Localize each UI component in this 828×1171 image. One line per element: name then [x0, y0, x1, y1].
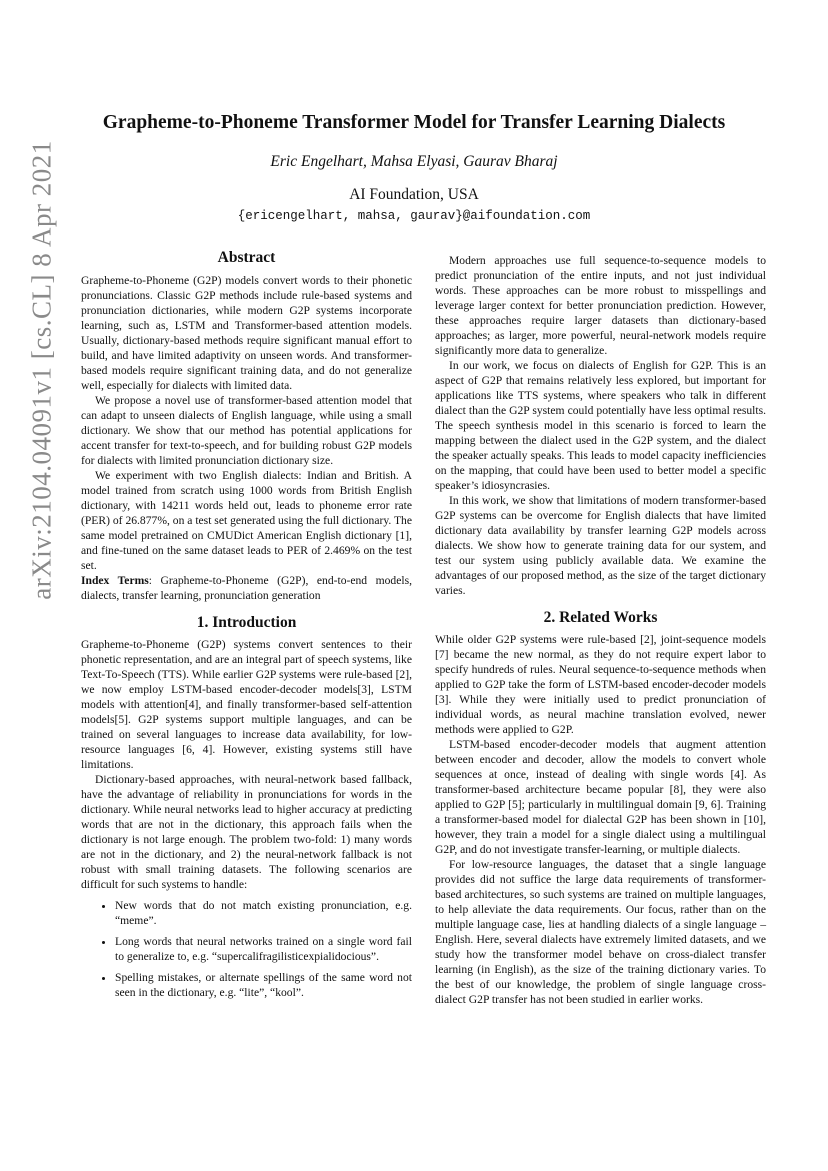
arxiv-side-stamp[interactable]: arXiv:2104.04091v1 [cs.CL] 8 Apr 2021	[26, 140, 57, 600]
index-terms	[81, 573, 412, 603]
affiliation: AI Foundation, USA	[349, 186, 479, 203]
list-item: • New words that do not match existing pronunciation, e.g. “meme”.	[115, 898, 412, 928]
related-works-paragraph-1: While older G2P systems were rule-based [2], joint-sequence models [7] became the new normal, as they do not require expert labor to specify hundreds of rules. Neural sequence-to-sequence methods when applied to G2P take the form of LSTM-based encoder-decoder models [3]. While they were initially used to predict pronunciation of individual words, as neural machine translation evolved, newer methods were applied to G2P.	[435, 633, 766, 736]
abstract-paragraph-1: Grapheme-to-Phoneme (G2P) models convert words to their phonetic pronunciations. Classic G2P methods include rule-based systems and pronunciation dictionaries, while modern G2P systems incorporate learning, such as, LSTM and Transformer-based attention models. Usually, dictionary-based methods require significant manual effort to build, and have limited adaptivity on unseen words. And transformer-based models require significant training data, and do not generalize well, especially for dialects with limited data.	[81, 274, 412, 392]
abstract-paragraph-2: We propose a novel use of transformer-based attention model that can adapt to unseen dialects of English language, while using a small dictionary. We show that our method has potential applications for accent transfer for text-to-speech, and for building robust G2P models for dialects with limited pronunciation dictionary size.	[81, 394, 412, 467]
index-terms-label: Index Terms	[81, 574, 149, 587]
related-works-paragraph-3: For low-resource languages, the dataset that a single language provides did not suffice the large data requirements of transformer-based architectures, so such systems are trained on multiple languages, to help alleviate the data requirements. Our focus, rather than on the multiple language case, lies at handling dialects of a single language – English. Here, several dialects have extremely limited datasets, and we study how the transformer model behave on cross-dialect transfer learning (in English), as the size of the training dictionary varies. To the best of our knowledge, the problem of single language cross-dialect G2P transfer has not been studied in earlier works.	[435, 858, 766, 1006]
scenario-list	[81, 898, 412, 1000]
abstract-paragraph-3: We experiment with two English dialects: Indian and British. A model trained from scratch using 1000 words from British English dictionary, with 14211 words held out, leads to phoneme error rate (PER) of 26.877%, on a test set generated using the full dictionary. The same model pretrained on CMUDict American English dictionary [1], and fine-tuned on the same dataset leads to PER of 2.469% on the test set.	[81, 469, 412, 572]
abstract-heading: Abstract	[217, 249, 276, 266]
list-item: • Spelling mistakes, or alternate spellings of the same word not seen in the dictionary, e.g. “lite”, “kool”.	[115, 970, 412, 1000]
introduction-paragraph-1: Grapheme-to-Phoneme (G2P) systems convert sentences to their phonetic representation, and are an integral part of speech systems, like Text-To-Speech (TTS). While earlier G2P systems were rule-based [2], we now employ LSTM-based encoder-decoder models[3], LSTM models with attention[4], and finally transformer-based self-attention models[5]. G2P systems support multiple languages, and can be trained on several languages to increase data availability, for low-resource languages [6, 4]. However, existing systems still have limitations.	[81, 638, 412, 771]
intro-continued-paragraph-1: Modern approaches use full sequence-to-sequence models to predict pronunciation of the entire inputs, and not just individual words. These approaches can be more robust to misspellings and leverage larger context for better pronunciation prediction. However, these approaches require larger datasets than dictionary-based approaches; as larger, more powerful, neural-network models require significantly more data to generalize.	[435, 254, 766, 357]
related-works-heading: 2. Related Works	[543, 609, 658, 626]
introduction-paragraph-2: Dictionary-based approaches, with neural-network based fallback, have the advantage of reliability in pronunciations for words in the dictionary. While neural networks lead to higher accuracy at predicting words that are not in the dictionary, this approach fails when the dictionary is not large enough. The problem two-fold: 1) many words are not in the dictionary, and 2) the neural-network fallback is not robust with small training datasets. The following scenarios are difficult for such systems to handle:	[81, 773, 412, 891]
right-column	[435, 253, 766, 1007]
paper-title: Grapheme-to-Phoneme Transformer Model for Transfer Learning Dialects	[102, 112, 726, 133]
related-works-paragraph-2: LSTM-based encoder-decoder models that augment attention between encoder and decoder, allow the models to convert whole sequences at once, instead of dealing with single words [4]. As transformer-based architecture became popular [8], they were also applied to G2P [5]; particularly in multilingual domain [9, 6]. Training a transformer-based model for dialectal G2P has been shown in [10], however, they train a model for a single dialect using a multilingual G2P, and do not investigate transfer-learning, or multiple dialects.	[435, 738, 766, 856]
author-emails[interactable]: {ericengelhart, mahsa, gaurav}@aifoundation.com	[237, 209, 591, 223]
list-item: • Long words that neural networks trained on a single word fail to generalize to, e.g. “supercalifragilisticexpialidocious”.	[115, 934, 412, 964]
index-terms-text: : Grapheme-to-Phoneme (G2P), end-to-end models, dialects, transfer learning, pronunciation generation	[81, 574, 412, 602]
left-column	[81, 250, 412, 1006]
author-list: Eric Engelhart, Mahsa Elyasi, Gaurav Bharaj	[270, 153, 558, 170]
introduction-heading: 1. Introduction	[196, 614, 297, 631]
intro-continued-paragraph-2: In our work, we focus on dialects of English for G2P. This is an aspect of G2P that remains relatively less explored, but important for applications like TTS systems, where speakers who talk in different dialect than the G2P system could potentially have less optimal results. The speech synthesis model in this scenario is forced to learn the mapping between the dialect used in the G2P system, and the dialect the speaker actually speaks. This leads to model capacity inefficiencies on the mapping, that could have been used to better model a specific speaker’s idiosyncrasies.	[435, 359, 766, 492]
intro-continued-paragraph-3: In this work, we show that limitations of modern transformer-based G2P systems can be overcome for English dialects that have limited dictionary data availability by transfer learning G2P models across dialects. We show how to generate training data for our system, and test our system using publicly available data. We examine the advantages of our proposed method, as the size of the target dictionary varies.	[435, 494, 766, 597]
